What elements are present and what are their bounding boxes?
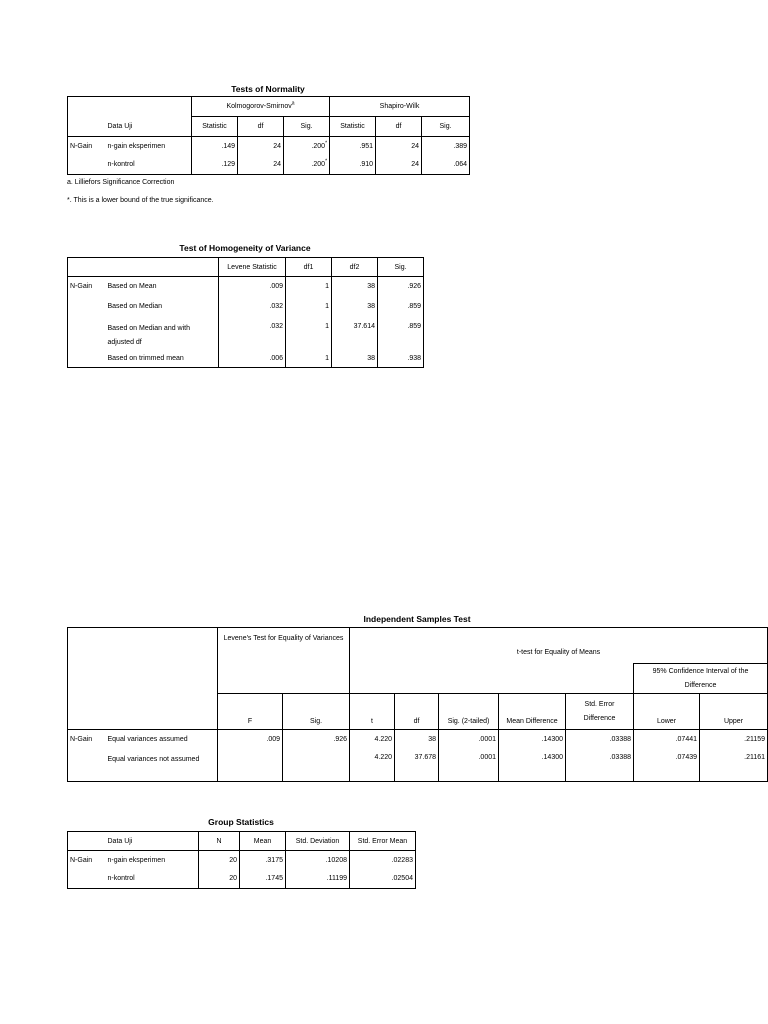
cell: 24 xyxy=(238,156,284,175)
col-header: Statistic xyxy=(330,117,376,137)
col-header: Lower xyxy=(634,694,700,730)
cell: .009 xyxy=(218,730,283,750)
row-label: n-kontrol xyxy=(106,870,199,889)
col-header: df2 xyxy=(332,258,378,277)
cell: 1 xyxy=(286,277,332,297)
cell: 1 xyxy=(286,317,332,351)
cell: .129 xyxy=(192,156,238,175)
col-header: Sig. xyxy=(284,117,330,137)
row-label: Based on Mean xyxy=(107,283,157,291)
var-name: N-Gain xyxy=(68,730,106,750)
cell: .10208 xyxy=(286,851,350,870)
cell: .11199 xyxy=(286,870,350,889)
cell: .02504 xyxy=(350,870,416,889)
cell: 1 xyxy=(286,297,332,317)
col-header: Mean Difference xyxy=(499,694,566,730)
col-header: df xyxy=(395,694,439,730)
row-label: n-gain eksperimen xyxy=(107,142,166,150)
cell: 38 xyxy=(332,351,378,368)
table-row xyxy=(68,351,424,368)
independent-table xyxy=(67,627,768,782)
col-header: Statistic xyxy=(192,117,238,137)
col-header: N xyxy=(199,832,240,851)
cell xyxy=(218,750,283,782)
cell: .951 xyxy=(330,137,376,156)
table-row xyxy=(68,137,470,156)
cell xyxy=(283,750,350,782)
col-header: df xyxy=(238,117,284,137)
cell: .3175 xyxy=(240,851,286,870)
cell: .14300 xyxy=(499,730,566,750)
col-header: Std. Deviation xyxy=(286,832,350,851)
var-name: N-Gain xyxy=(68,137,106,156)
cell: .02283 xyxy=(350,851,416,870)
cell: .03388 xyxy=(566,750,634,782)
table-row xyxy=(68,297,424,317)
cell: .07441 xyxy=(634,730,700,750)
row-header: Data Uji xyxy=(106,832,199,851)
row-label: Based on trimmed mean xyxy=(106,351,219,368)
cell: .009 xyxy=(219,277,286,297)
col-header: F xyxy=(218,694,283,730)
row-header: Data Uji xyxy=(106,117,192,137)
homogeneity-title: Test of Homogeneity of Variance xyxy=(179,243,311,253)
cell: .389 xyxy=(422,137,470,156)
group-title: Group Statistics xyxy=(208,817,274,827)
cell: 37.678 xyxy=(395,750,439,782)
normality-footnote-star: *. This is a lower bound of the true significance. xyxy=(67,197,214,204)
normality-title: Tests of Normality xyxy=(231,84,305,94)
cell: .21159 xyxy=(700,730,768,750)
cell: 20 xyxy=(199,851,240,870)
normality-table xyxy=(67,96,470,175)
row-label: Based on Median xyxy=(107,303,162,310)
ci-group-header: 95% Confidence Interval of the Difference xyxy=(634,664,768,694)
cell: .0001 xyxy=(439,750,499,782)
normality-footnote-a: a. Lilliefors Significance Correction xyxy=(67,179,175,186)
table-row xyxy=(68,870,416,889)
cell: .149 xyxy=(192,137,238,156)
col-header: Sig. xyxy=(283,694,350,730)
cell: .07439 xyxy=(634,750,700,782)
col-header: t xyxy=(350,694,395,730)
cell: 24 xyxy=(238,137,284,156)
homogeneity-table xyxy=(67,257,424,368)
row-label: Based on Median and with adjusted df xyxy=(107,324,190,346)
col-header: df1 xyxy=(286,258,332,277)
table-row xyxy=(68,851,416,870)
cell: 4.220 xyxy=(350,750,395,782)
cell: .1745 xyxy=(240,870,286,889)
cell: 20 xyxy=(199,870,240,889)
sw-group-header: Shapiro-Wilk xyxy=(330,97,470,117)
table-row xyxy=(68,730,768,750)
cell: 38 xyxy=(332,277,378,297)
col-header: Std. Error Mean xyxy=(350,832,416,851)
table-row xyxy=(68,156,470,175)
cell: .926 xyxy=(283,730,350,750)
independent-title: Independent Samples Test xyxy=(363,614,471,624)
table-row xyxy=(68,317,424,351)
cell: .032 xyxy=(219,317,286,351)
table-row xyxy=(68,277,424,297)
cell: .21161 xyxy=(700,750,768,782)
table-row xyxy=(68,750,768,782)
cell: 38 xyxy=(332,297,378,317)
cell: 24 xyxy=(376,156,422,175)
ttest-group-header: t-test for Equality of Means xyxy=(350,628,768,664)
cell: .200* xyxy=(284,137,330,156)
col-header: Std. Error Difference xyxy=(566,694,634,730)
cell: .064 xyxy=(422,156,470,175)
col-header: Sig. (2-tailed) xyxy=(439,694,499,730)
cell: .859 xyxy=(378,297,424,317)
cell: 38 xyxy=(395,730,439,750)
group-table xyxy=(67,831,416,889)
var-name: N-Gain xyxy=(68,277,106,297)
ks-group-header: Kolmogorov-Smirnov$^a$ xyxy=(192,97,330,117)
col-header: df xyxy=(376,117,422,137)
cell: .14300 xyxy=(499,750,566,782)
col-header: Sig. xyxy=(378,258,424,277)
row-label: n-kontrol xyxy=(106,156,192,175)
row-label: Equal variances assumed xyxy=(107,736,188,744)
cell: .032 xyxy=(219,297,286,317)
cell: .0001 xyxy=(439,730,499,750)
row-label: n-gain eksperimen xyxy=(107,856,166,864)
col-header: Upper xyxy=(700,694,768,730)
col-header: Mean xyxy=(240,832,286,851)
col-header: Levene Statistic xyxy=(219,258,286,277)
var-name: N-Gain xyxy=(68,851,106,870)
cell: 1 xyxy=(286,351,332,368)
cell: .859 xyxy=(378,317,424,351)
levene-group-header: Levene's Test for Equality of Variances xyxy=(218,628,350,694)
cell: .938 xyxy=(378,351,424,368)
cell: .200* xyxy=(284,156,330,175)
cell: 4.220 xyxy=(350,730,395,750)
cell: 24 xyxy=(376,137,422,156)
row-label: Equal variances not assumed xyxy=(106,750,218,782)
cell: .926 xyxy=(378,277,424,297)
cell: .006 xyxy=(219,351,286,368)
col-header: Sig. xyxy=(422,117,470,137)
cell: .03388 xyxy=(566,730,634,750)
cell: 37.614 xyxy=(332,317,378,351)
cell: .910 xyxy=(330,156,376,175)
